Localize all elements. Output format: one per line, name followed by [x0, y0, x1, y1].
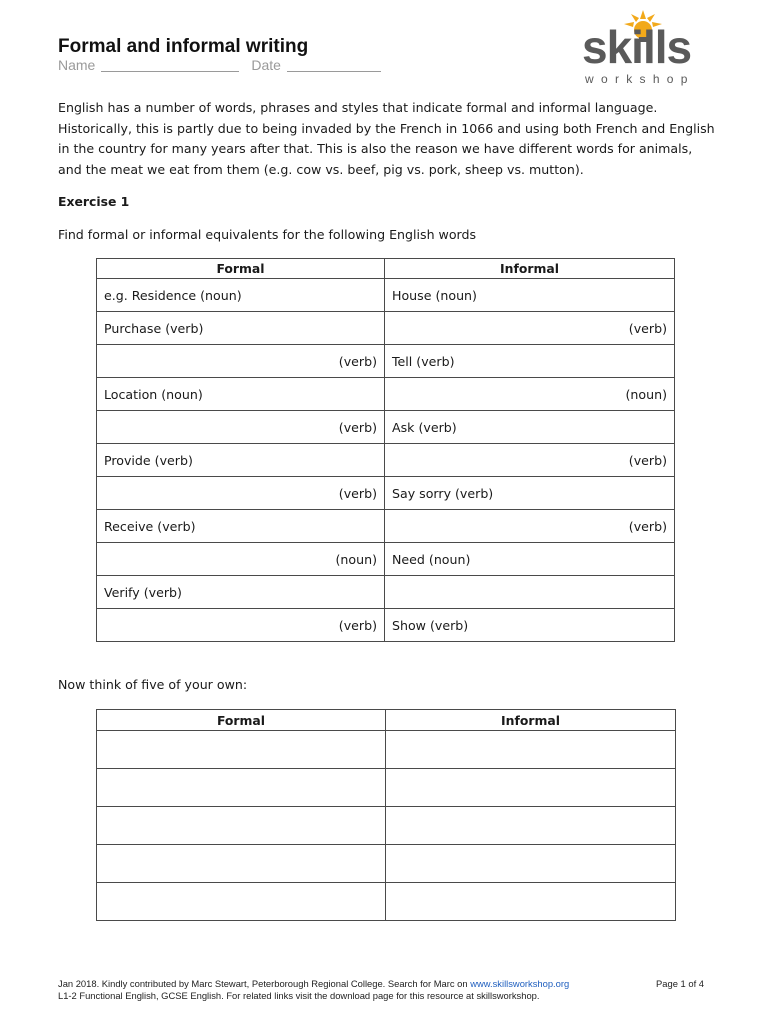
page-number: Page 1 of 4 — [656, 978, 704, 989]
table-row — [97, 769, 676, 807]
informal-cell[interactable]: Show (verb) — [385, 609, 675, 642]
formal-cell[interactable]: Provide (verb) — [97, 444, 385, 477]
informal-cell[interactable]: House (noun) — [385, 279, 675, 312]
table-row — [97, 883, 676, 921]
exercise-instruction: Find formal or informal equivalents for the following English words — [58, 227, 477, 242]
informal-answer-cell[interactable] — [386, 731, 676, 769]
table-row — [97, 444, 675, 477]
informal-answer-cell[interactable] — [386, 883, 676, 921]
informal-cell[interactable]: (noun) — [385, 378, 675, 411]
skills-workshop-logo — [582, 10, 717, 90]
formal-cell[interactable]: (verb) — [97, 411, 385, 444]
table-row — [97, 378, 675, 411]
date-blank[interactable] — [287, 57, 381, 72]
informal-answer-cell[interactable] — [386, 807, 676, 845]
table-row — [97, 807, 676, 845]
table-row — [97, 609, 675, 642]
formal-cell[interactable]: e.g. Residence (noun) — [97, 279, 385, 312]
informal-cell[interactable]: (verb) — [385, 312, 675, 345]
table-row — [97, 411, 675, 444]
table-row — [97, 279, 675, 312]
informal-answer-cell[interactable] — [386, 769, 676, 807]
informal-cell[interactable]: Need (noun) — [385, 543, 675, 576]
exercise-heading: Exercise 1 — [58, 194, 130, 209]
informal-column-header: Informal — [386, 710, 676, 731]
informal-cell[interactable]: Say sorry (verb) — [385, 477, 675, 510]
footer-link[interactable]: www.skillsworkshop.org — [470, 978, 570, 989]
informal-cell[interactable]: (verb) — [385, 510, 675, 543]
footer-line-2: L1-2 Functional English, GCSE English. For related links visit the download page for this resource at skillsworkshop. — [58, 989, 540, 1001]
page-title: Formal and informal writing — [58, 36, 309, 57]
formal-column-header: Formal — [97, 259, 385, 279]
informal-cell[interactable]: Ask (verb) — [385, 411, 675, 444]
table-header-row — [97, 259, 675, 279]
name-label: Name — [58, 57, 96, 73]
footer-line-1 — [58, 978, 708, 990]
table-row — [97, 510, 675, 543]
intro-paragraph: English has a number of words, phrases and styles that indicate formal and informal language. Historically, this is partly due to being invaded by the French in 1066 and using both French and English in the country for many years after that. This is also the reason we have different words for animals, and the meat we eat from them (e.g. cow vs. beef, pig vs. pork, sheep vs. mutton). — [58, 100, 715, 177]
equivalents-table — [96, 258, 675, 642]
logo-word: skills — [582, 21, 692, 73]
informal-cell[interactable] — [385, 576, 675, 609]
formal-answer-cell[interactable] — [97, 883, 386, 921]
formal-answer-cell[interactable] — [97, 845, 386, 883]
table-header-row — [97, 710, 676, 731]
formal-cell[interactable]: (verb) — [97, 477, 385, 510]
table-row — [97, 543, 675, 576]
formal-answer-cell[interactable] — [97, 807, 386, 845]
table-row — [97, 576, 675, 609]
formal-cell[interactable]: (verb) — [97, 609, 385, 642]
own-words-label: Now think of five of your own: — [58, 677, 248, 692]
informal-cell[interactable]: Tell (verb) — [385, 345, 675, 378]
table-row — [97, 845, 676, 883]
formal-cell[interactable]: Location (noun) — [97, 378, 385, 411]
logo-subword: workshop — [585, 72, 695, 86]
formal-answer-cell[interactable] — [97, 731, 386, 769]
formal-cell[interactable]: (verb) — [97, 345, 385, 378]
table-row — [97, 345, 675, 378]
informal-cell[interactable]: (verb) — [385, 444, 675, 477]
date-label: Date — [251, 57, 281, 73]
footer — [58, 978, 708, 1001]
table-row — [97, 731, 676, 769]
formal-cell[interactable]: (noun) — [97, 543, 385, 576]
formal-column-header: Formal — [97, 710, 386, 731]
informal-answer-cell[interactable] — [386, 845, 676, 883]
formal-answer-cell[interactable] — [97, 769, 386, 807]
own-words-table — [96, 709, 676, 921]
formal-cell[interactable]: Verify (verb) — [97, 576, 385, 609]
name-blank[interactable] — [101, 57, 239, 72]
table-row — [97, 312, 675, 345]
formal-cell[interactable]: Receive (verb) — [97, 510, 385, 543]
informal-column-header: Informal — [385, 259, 675, 279]
name-date-row — [58, 57, 381, 73]
table-row — [97, 477, 675, 510]
footer-credit: Jan 2018. Kindly contributed by Marc Stewart, Peterborough Regional College. Search for Marc on — [58, 978, 468, 989]
formal-cell[interactable]: Purchase (verb) — [97, 312, 385, 345]
